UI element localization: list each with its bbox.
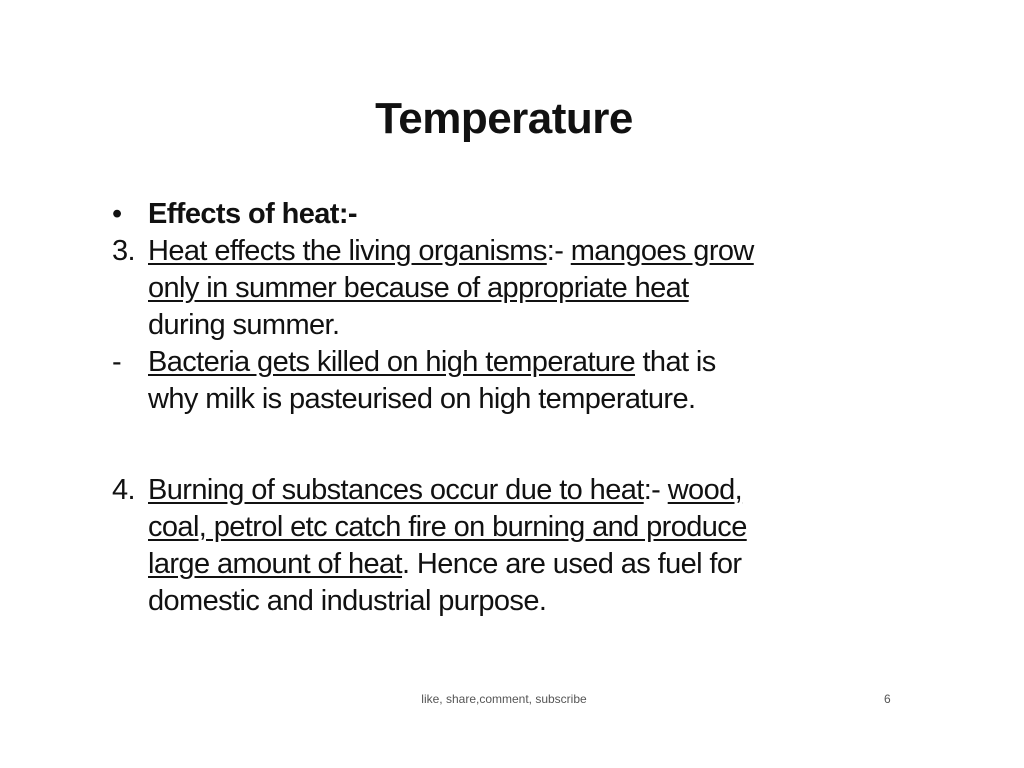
bullet-marker: • — [112, 198, 122, 230]
paragraph-gap — [112, 418, 902, 472]
page-number: 6 — [884, 692, 891, 706]
point4-line2-text: coal, petrol etc catch fire on burning and produce — [148, 511, 747, 543]
slide-footer: like, share,comment, subscribe — [421, 692, 587, 706]
point4-separator: :- — [643, 474, 668, 506]
point3-marker: 3. — [112, 235, 135, 267]
point4-line1 — [112, 472, 902, 509]
point3-line2 — [112, 270, 902, 307]
point4-line4-text: domestic and industrial purpose. — [148, 585, 547, 617]
dash-point-line2-text: why milk is pasteurised on high temperature. — [148, 383, 696, 415]
dash-point-underlined: Bacteria gets killed on high temperature — [148, 346, 636, 378]
point4-line3-underlined: large amount of heat — [148, 548, 403, 580]
point3-line3 — [112, 307, 902, 344]
point3-line2-text: only in summer because of appropriate heat — [148, 272, 689, 304]
point4-line1-tail: wood, — [667, 474, 743, 506]
point4-line2 — [112, 509, 902, 546]
point4-line3-tail: . Hence are used as fuel for — [402, 548, 742, 580]
point4-heading: Burning of substances occur due to heat — [148, 474, 644, 506]
point4-marker: 4. — [112, 474, 135, 506]
point3-heading: Heat effects the living organisms — [148, 235, 547, 267]
point3-line1 — [112, 233, 902, 270]
slide-title: Temperature — [375, 94, 633, 143]
point3-line1-tail: mangoes grow — [570, 235, 754, 267]
slide-body — [112, 196, 902, 620]
point3-separator: :- — [546, 235, 571, 267]
point4-line3 — [112, 546, 902, 583]
bullet-line — [112, 196, 902, 233]
dash-point-line1 — [112, 344, 902, 381]
point3-line3-text: during summer. — [148, 309, 340, 341]
bullet-heading: Effects of heat:- — [148, 198, 357, 230]
point4-line4 — [112, 583, 902, 620]
dash-point-line2 — [112, 381, 902, 418]
dash-marker: - — [112, 346, 122, 378]
dash-point-line1-tail: that is — [635, 346, 716, 378]
